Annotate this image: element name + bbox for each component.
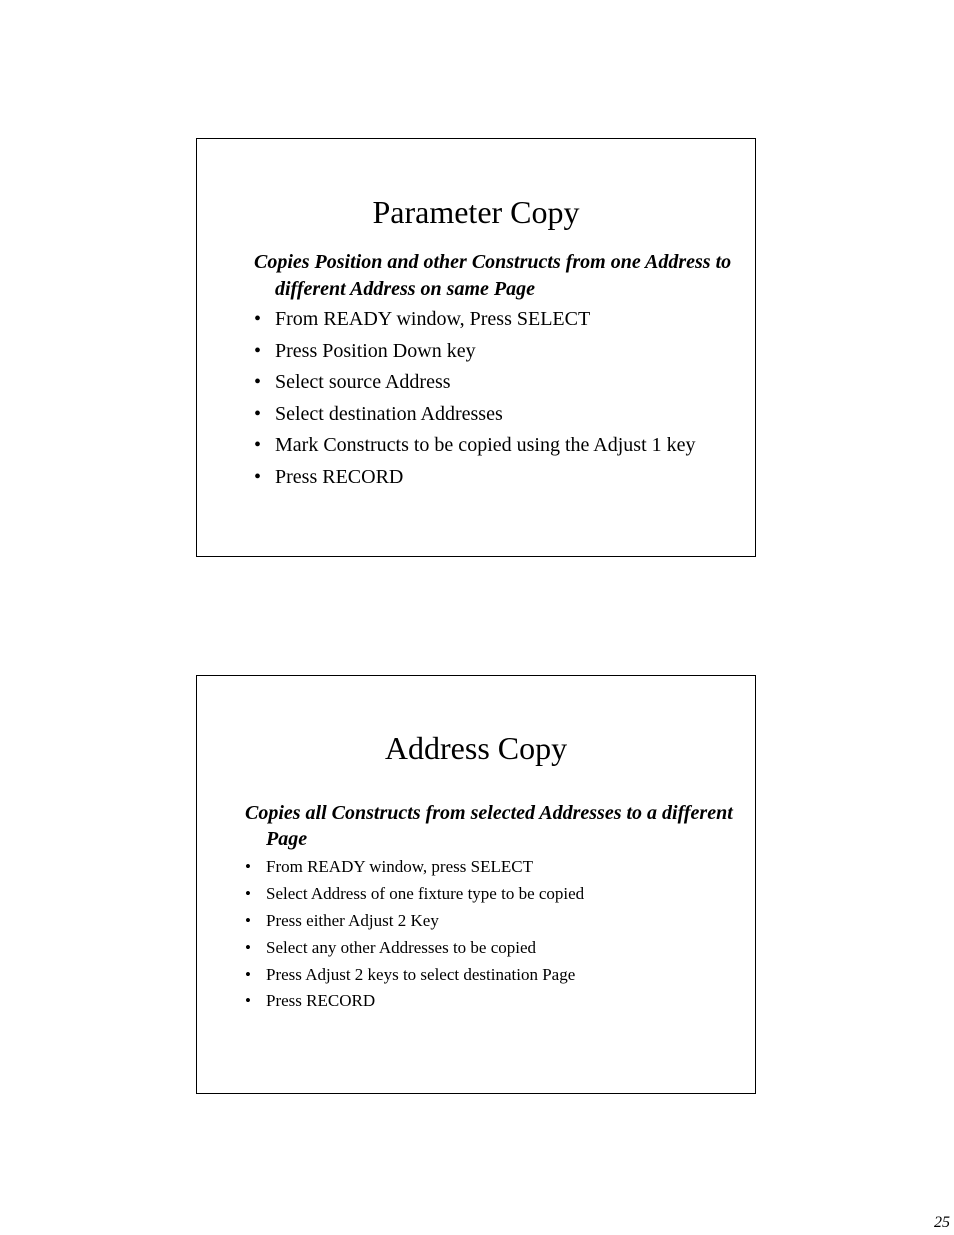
bullet-text: Press Position Down key bbox=[275, 339, 476, 362]
bullet-text: Select source Address bbox=[275, 371, 451, 393]
bullet-text: Press Adjust 2 keys to select destination Page bbox=[266, 964, 576, 984]
bullet-icon: • bbox=[254, 402, 262, 425]
bullet-item bbox=[254, 339, 704, 364]
bullet-item bbox=[245, 856, 715, 878]
bullet-icon: • bbox=[245, 910, 251, 930]
slide-subtitle: Copies Position and other Constructs from one Address to different Address on same Page bbox=[254, 251, 732, 300]
bullet-icon: • bbox=[254, 434, 262, 456]
bullet-item bbox=[254, 402, 704, 427]
bullet-icon: • bbox=[254, 339, 262, 362]
bullet-icon: • bbox=[245, 964, 251, 984]
slide-address-copy bbox=[196, 675, 756, 1094]
bullet-text: Select destination Addresses bbox=[275, 402, 503, 425]
bullet-item bbox=[254, 307, 704, 332]
bullet-text: Press either Adjust 2 Key bbox=[266, 910, 439, 930]
slide-subtitle: Copies all Constructs from selected Addresses to a different Page bbox=[245, 802, 733, 850]
bullet-icon: • bbox=[254, 465, 262, 488]
slide-parameter-copy bbox=[196, 138, 756, 557]
bullet-list bbox=[245, 856, 715, 1017]
bullet-item bbox=[245, 964, 715, 986]
bullet-icon: • bbox=[245, 937, 251, 957]
bullet-item bbox=[254, 433, 704, 458]
bullet-icon: • bbox=[254, 371, 262, 393]
page-number: 25 bbox=[934, 1214, 950, 1231]
bullet-item bbox=[245, 937, 715, 959]
slide-title: Address Copy bbox=[384, 730, 568, 766]
bullet-text: Select any other Addresses to be copied bbox=[266, 937, 537, 957]
bullet-icon: • bbox=[245, 991, 251, 1011]
bullet-text: Select Address of one fixture type to be copied bbox=[266, 883, 585, 903]
bullet-item bbox=[245, 883, 715, 905]
slide-title: Parameter Copy bbox=[372, 194, 580, 230]
bullet-text: Press RECORD bbox=[266, 991, 376, 1011]
bullet-text: From READY window, press SELECT bbox=[266, 857, 533, 876]
bullet-text: Press RECORD bbox=[275, 465, 404, 488]
bullet-icon: • bbox=[245, 883, 251, 903]
bullet-text: From READY window, Press SELECT bbox=[275, 308, 591, 330]
bullet-item bbox=[254, 465, 704, 490]
bullet-text: Mark Constructs to be copied using the Adjust 1 key bbox=[275, 434, 696, 456]
bullet-item bbox=[254, 370, 704, 395]
bullet-icon: • bbox=[245, 857, 251, 876]
bullet-list bbox=[254, 307, 704, 496]
bullet-item bbox=[245, 990, 715, 1012]
bullet-icon: • bbox=[254, 308, 262, 330]
bullet-item bbox=[245, 910, 715, 932]
